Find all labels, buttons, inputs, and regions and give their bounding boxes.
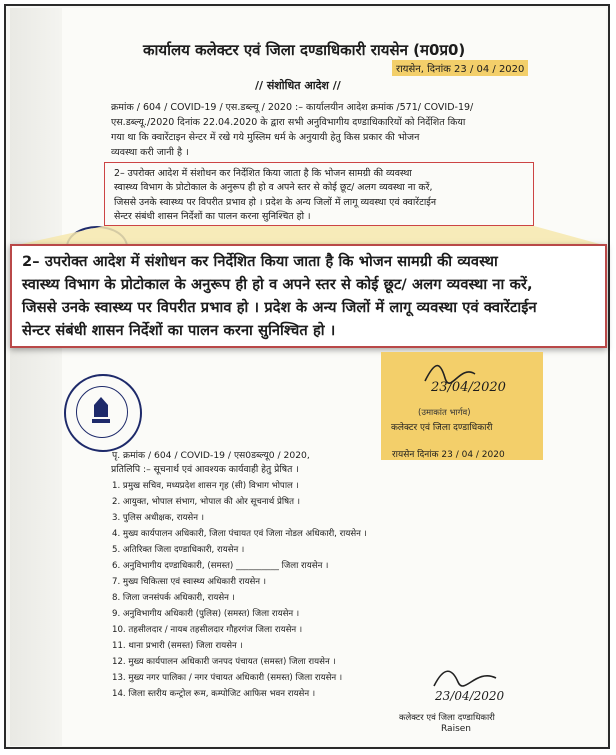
bottom-signature-place: Raisen xyxy=(441,724,472,734)
copy-list-item: 5. अतिरिक्त जिला दण्डाधिकारी, रायसेन । xyxy=(112,545,245,555)
bottom-signature-scribble xyxy=(430,662,500,690)
signatory-name: (उमाकांत भार्गव) xyxy=(418,408,471,418)
para1-line: क्रमांक / 604 / COVID-19 / एस.डब्ल्यू / 2020 :– कार्यालयीन आदेश क्रमांक /571/ COVID-19/ xyxy=(111,102,474,113)
emblem-icon xyxy=(88,395,114,425)
copy-list-item: 11. थाना प्रभारी (समस्त) जिला रायसेन । xyxy=(112,641,243,651)
copy-list-item: 9. अनुविभागीय अधिकारी (पुलिस) (समस्त) जिला रायसेन । xyxy=(112,609,300,619)
copy-list-item: 3. पुलिस अधीक्षक, रायसेन । xyxy=(112,513,205,523)
signature-place-date: रायसेन दिनांक 23 / 04 / 2020 xyxy=(392,450,505,460)
bottom-handwritten-date: 23/04/2020 xyxy=(435,689,505,703)
copy-list-item: 7. मुख्य चिकित्सा एवं स्वास्थ्य अधिकारी रायसेन । xyxy=(112,577,267,587)
order-subject: // संशोधित आदेश // xyxy=(255,79,341,92)
copy-list-item: 13. मुख्य नगर पालिका / नगर पंचायत अधिकारी (समस्त) जिला रायसेन । xyxy=(112,673,343,683)
copy-list-item: 4. मुख्य कार्यपालन अधिकारी, जिला पंचायत एवं जिला नोडल अधिकारी, रायसेन । xyxy=(112,529,367,539)
para2-line: 2– उपरोक्त आदेश में संशोधन कर निर्देशित किया जाता है कि भोजन सामग्री की व्यवस्था xyxy=(114,168,412,179)
order-date: रायसेन, दिनांक 23 / 04 / 2020 xyxy=(392,60,528,76)
copy-reference: पृ. क्रमांक / 604 / COVID-19 / एस0डब्ल्यू0 / 2020, xyxy=(112,450,310,461)
copy-list-item: 8. जिला जनसंपर्क अधिकारी, रायसेन । xyxy=(112,593,235,603)
para1-line: एस.डब्ल्यू./2020 दिनांक 22.04.2020 के द्वारा सभी अनुविभागीय दण्डाधिकारियों को निर्देशित किया xyxy=(111,117,466,128)
copy-list-item: 1. प्रमुख सचिव, मध्यप्रदेश शासन गृह (सी) विभाग भोपाल । xyxy=(112,481,299,491)
copy-list-item: 12. मुख्य कार्यपालन अधिकारी जनपद पंचायत (समस्त) जिला रायसेन । xyxy=(112,657,336,667)
para2-line: स्वास्थ्य विभाग के प्रोटोकाल के अनुरूप ही हो व अपने स्तर से कोई छूट/ अलग व्यवस्था ना करें, xyxy=(114,182,433,193)
callout-line: जिससे उनके स्वास्थ्य पर विपरीत प्रभाव हो । प्रदेश के अन्य जिलों में लागू व्यवस्था एवं क्वारेंटाईन xyxy=(22,299,537,316)
bottom-signatory-title: कलेक्टर एवं जिला दण्डाधिकारी xyxy=(399,713,495,723)
callout-line: 2– उपरोक्त आदेश में संशोधन कर निर्देशित किया जाता है कि भोजन सामग्री की व्यवस्था xyxy=(22,253,498,270)
office-title: कार्यालय कलेक्टर एवं जिला दण्डाधिकारी रायसेन (म0प्र0) xyxy=(143,41,466,59)
copy-list-item: 6. अनुविभागीय दण्डाधिकारी, (समस्त) __________ जिला रायसेन । xyxy=(112,561,329,571)
para2-line: जिससे उनके स्वास्थ्य पर विपरीत प्रभाव हो । प्रदेश के अन्य जिलों में लागू व्यवस्था एवं क्वारेंटाईन xyxy=(114,197,437,208)
copy-list-item: 2. आयुक्त, भोपाल संभाग, भोपाल की ओर सूचनार्थ प्रेषित । xyxy=(112,497,300,507)
copy-list-item: 10. तहसीलदार / नायब तहसीलदार गौहरगंज जिला रायसेन । xyxy=(112,625,303,635)
signatory-title: कलेक्टर एवं जिला दण्डाधिकारी xyxy=(391,423,493,433)
callout-line: स्वास्थ्य विभाग के प्रोटोकाल के अनुरूप ही हो व अपने स्तर से कोई छूट/ अलग व्यवस्था ना करें, xyxy=(22,276,533,293)
para1-line: व्यवस्था करी जानी है । xyxy=(111,147,189,158)
para1-line: गया था कि क्वारेंटाइन सेन्टर में रखे गये मुस्लिम धर्म के अनुयायी हेतु किस प्रकार की भोजन xyxy=(111,132,420,143)
copy-intro: प्रतिलिपि :– सूचनार्थ एवं आवश्यक कार्यवाही हेतु प्रेषित । xyxy=(111,464,299,475)
callout-line: सेन्टर संबंधी शासन निर्देशों का पालन करना सुनिश्चित हो । xyxy=(22,322,336,339)
para2-line: सेन्टर संबंधी शासन निर्देशों का पालन करना सुनिश्चित हो । xyxy=(114,211,311,222)
copy-list-item: 14. जिला स्तरीय कन्ट्रोल रूम, कम्पोजिट आफिस भवन रायसेन । xyxy=(112,689,316,699)
handwritten-date: 23/04/2020 xyxy=(431,380,506,395)
